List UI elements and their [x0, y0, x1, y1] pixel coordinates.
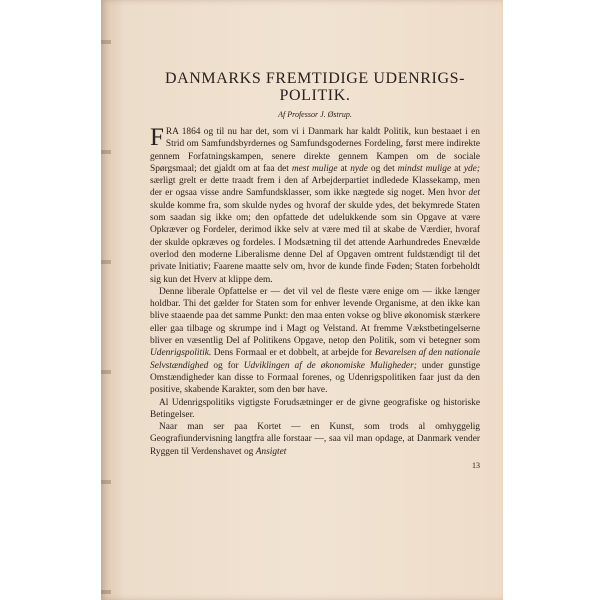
- paragraph-4: [150, 421, 480, 458]
- text-run: særligt grelt er dette traadt frem i den af Arbejderpartiet indledede Klassekamp, men der er ogsaa visse andre Samfundsklasser, som ikke nægtede sig noget. Men hvor: [150, 176, 480, 199]
- text-run: at: [451, 163, 464, 174]
- text-run: Naar man ser paa Kortet — en Kunst, som trods al omhyggelig Geografiundervisning langtfra alle forstaar —, saa vil man opdage, at Danmark vender Ryggen til Verdenshavet og: [150, 422, 480, 457]
- page-content: [150, 70, 480, 471]
- text-run: Denne liberale Opfattelse er — det vil vel de fleste være enige om — ikke længer holdbar. Thi det gælder for Staten som for enhver levende Organisme, at den ikke kan blive staaende paa det samme Punkt: den maa enten vokse og blive økonomisk stærkere eller gaa tilbage og skrumpe ind i Magt og Velstand. At fremme Vækstbetingelserne bliver en væsentlig Del af Politikens Opgave, netop den Politik, som vi betegner som: [150, 286, 480, 347]
- title-line-2: POLITIK.: [279, 87, 351, 104]
- emphasis: mest mulige: [291, 163, 338, 174]
- drop-cap: F: [150, 124, 164, 151]
- emphasis: mindst mulige: [397, 163, 452, 174]
- emphasis: nyde: [350, 163, 368, 174]
- byline: Af Professor J. Østrup.: [278, 110, 352, 119]
- emphasis: Udenrigspolitik.: [150, 348, 212, 359]
- text-run: under gunstige Omstændigheder kan disse to Formaal forenes, og Udenrigspolitiken faar just da den positive, skabende Karakter, som den bør have.: [150, 360, 480, 396]
- binding-marks: [101, 0, 111, 600]
- text-run: og for: [208, 360, 244, 371]
- text-run: og det: [367, 163, 398, 174]
- text-run: RA 1864 og til nu har det, som vi i Danmark har kaldt Politik, kun bestaaet i en Strid om Samfundsbyrdernes og Samfundsgodernes Fordeling, først mere indirekte gennem Forfatningskampen, senere direkte gennem Kampen om de sociale Spørgsmaal; det gjaldt om at faa det: [150, 127, 480, 174]
- article-body: [150, 126, 480, 458]
- paragraph-3: Al Udenrigspolitiks vigtigste Forudsætninger er de givne geografiske og historiske Betingelser.: [150, 397, 480, 420]
- text-run: at: [337, 163, 351, 174]
- text-run: Dens Formaal er et dobbelt, at arbejde for: [211, 348, 375, 359]
- emphasis: Bevarelsen af den nationale Selvstændighed: [150, 348, 480, 371]
- emphasis: Udviklingen af de økonomiske Muligheder;: [243, 360, 417, 371]
- text-run: skulde komme fra, som skulde nydes og hvoraf der skulde ydes, det bekymrede Staten som saadan sig ikke om; den opfattede det udelukkende som sin Opgave at være Opkræver og Fordeler, derimod ikke selv at være med til at skabe de Værdier, hvoraf der skulde opkræves og fordeles. I Modsætning til det attende Aarhundredes Enevælde overlod den moderne Liberalisme denne Del af Opgaven omtrent fuldstændigt til det private Initiativ; Faarene maatte selv om, hvor de kunde finde Føden; Staten forbeholdt sig kun det Hverv at klippe dem.: [150, 200, 480, 285]
- emphasis: yde;: [463, 163, 480, 174]
- emphasis: det: [468, 188, 480, 199]
- paragraph-1: [150, 126, 480, 286]
- page-number: 13: [472, 461, 480, 471]
- article-title: [150, 70, 480, 104]
- title-line-1: DANMARKS FREMTIDIGE UDENRIGS-: [164, 70, 466, 87]
- paragraph-2: [150, 286, 480, 397]
- emphasis: Ansigtet: [255, 446, 287, 457]
